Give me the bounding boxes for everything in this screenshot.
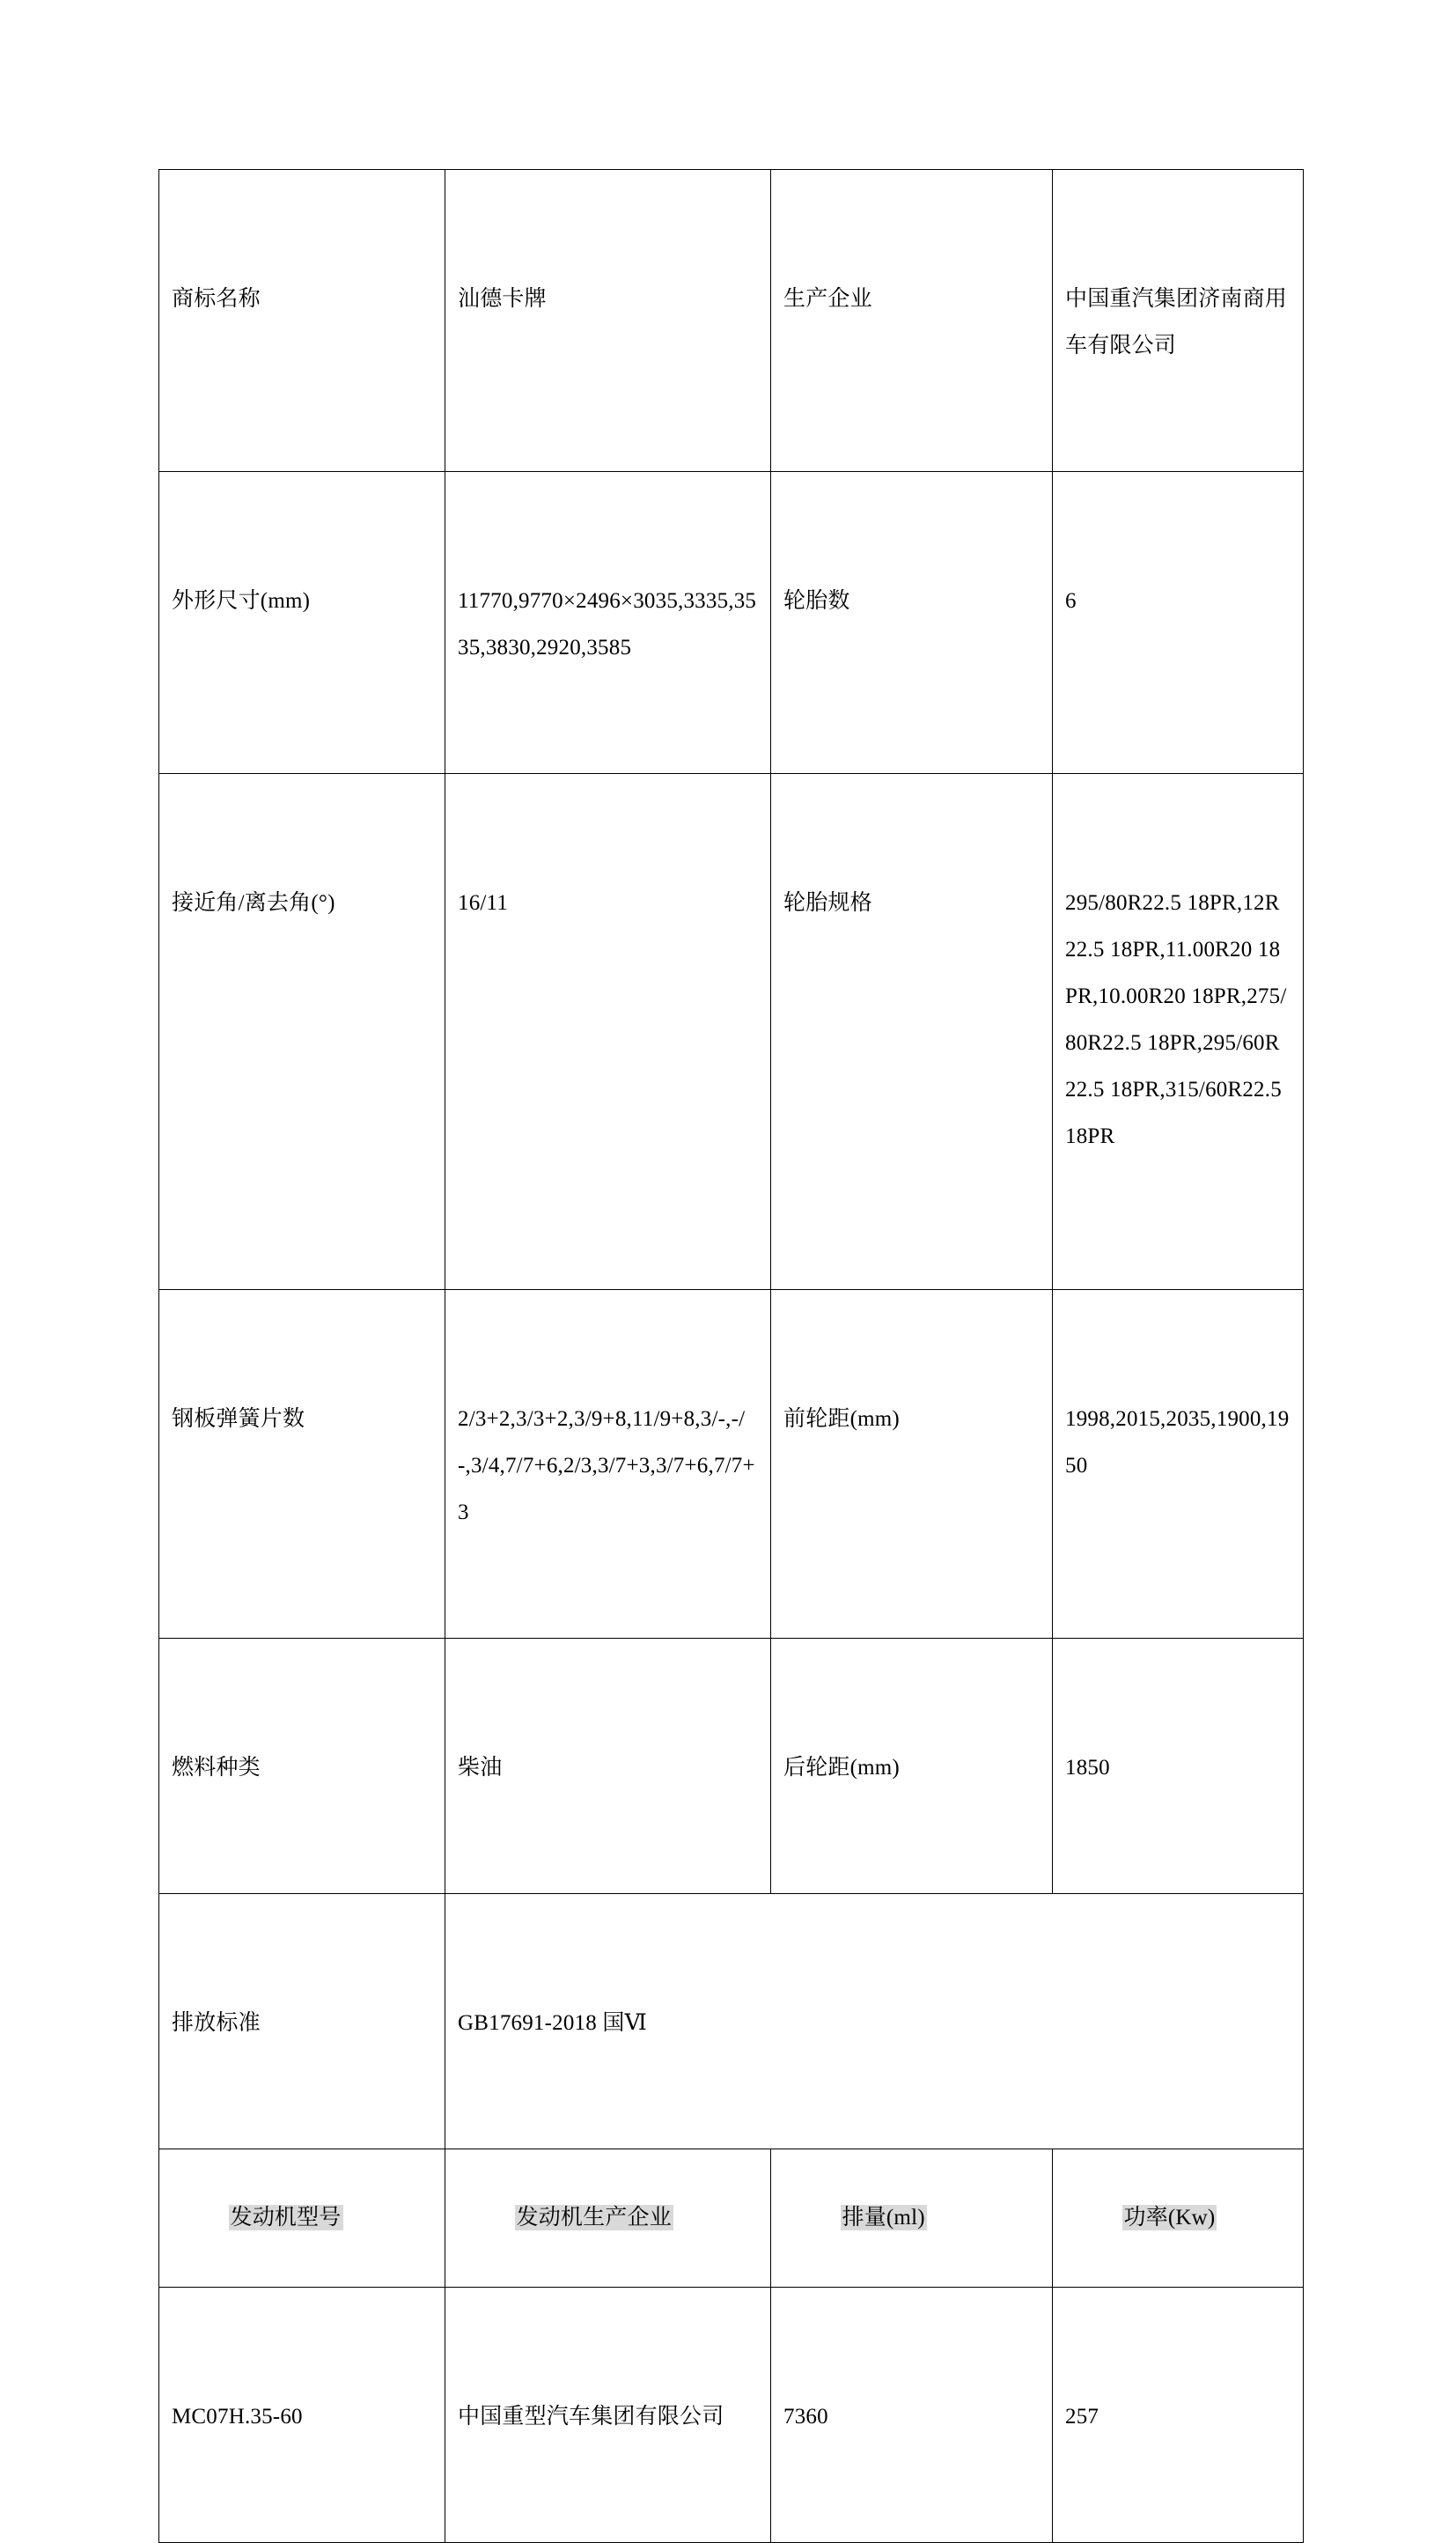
tire-count-value-text: 6 [1065,589,1077,613]
table-row-engine-header [159,2149,1304,2288]
cell-brand-label [159,170,445,472]
cell-fuel-type-label [159,1639,445,1894]
cell-front-track-label [771,1290,1053,1639]
vehicle-specification-table [158,169,1304,2543]
tire-spec-value-text: 295/80R22.5 18PR,12R22.5 18PR,11.00R20 18PR,10.00R20 18PR,275/80R22.5 18PR,295/60R22.5 18PR,315/60R22.5 18PR [1065,891,1288,1148]
power-header-text: 功率(Kw) [1123,2206,1216,2230]
cell-power-value [1053,2288,1304,2543]
cell-dimensions-label [159,472,445,774]
cell-tire-spec-label [771,774,1053,1290]
brand-value-text: 汕德卡牌 [458,287,547,311]
table-row-engine-values [159,2288,1304,2543]
engine-maker-value-text: 中国重型汽车集团有限公司 [458,2405,724,2429]
table-row-dimensions [159,472,1304,774]
dimensions-label-text: 外形尺寸(mm) [172,589,311,613]
table-row-leaf-spring [159,1290,1304,1639]
cell-manufacturer-value [1053,170,1304,472]
engine-maker-header-text: 发动机生产企业 [516,2206,672,2230]
brand-label-text: 商标名称 [172,287,261,311]
cell-engine-model-header [159,2149,445,2288]
rear-track-label-text: 后轮距(mm) [783,1756,900,1780]
engine-model-value-text: MC07H.35-60 [172,2405,303,2429]
cell-rear-track-label [771,1639,1053,1894]
table-row-fuel-type [159,1639,1304,1894]
cell-displacement-header [771,2149,1053,2288]
cell-tire-spec-value [1053,774,1304,1290]
table-row-approach-angle [159,774,1304,1290]
power-value-text: 257 [1065,2405,1099,2429]
rear-track-value-text: 1850 [1065,1756,1110,1780]
cell-tire-count-label [771,472,1053,774]
cell-fuel-type-value [445,1639,771,1894]
manufacturer-value-text: 中国重汽集团济南商用车有限公司 [1065,287,1288,357]
fuel-type-label-text: 燃料种类 [172,1756,261,1780]
cell-approach-angle-label [159,774,445,1290]
engine-model-header-text: 发动机型号 [230,2206,342,2230]
dimensions-value-text: 11770,9770×2496×3035,3335,3535,3830,2920,3585 [458,589,757,660]
table-row-brand [159,170,1304,472]
cell-brand-value [445,170,771,472]
cell-engine-maker-value [445,2288,771,2543]
cell-emission-label [159,1894,445,2149]
cell-displacement-value [771,2288,1053,2543]
cell-manufacturer-label [771,170,1053,472]
cell-engine-maker-header [445,2149,771,2288]
table-row-emission-standard [159,1894,1304,2149]
emission-label-text: 排放标准 [172,2011,261,2035]
cell-tire-count-value [1053,472,1304,774]
tire-count-label-text: 轮胎数 [783,589,850,613]
cell-leaf-spring-label [159,1290,445,1639]
cell-emission-value [445,1894,1304,2149]
cell-approach-angle-value [445,774,771,1290]
cell-leaf-spring-value [445,1290,771,1639]
front-track-label-text: 前轮距(mm) [783,1407,900,1431]
leaf-spring-value-text: 2/3+2,3/3+2,3/9+8,11/9+8,3/-,-/-,3/4,7/7+6,2/3,3/7+3,3/7+6,7/7+3 [458,1407,755,1524]
cell-front-track-value [1053,1290,1304,1639]
approach-angle-label-text: 接近角/离去角(°) [172,891,335,915]
fuel-type-value-text: 柴油 [458,1756,503,1780]
cell-engine-model-value [159,2288,445,2543]
cell-power-header [1053,2149,1304,2288]
approach-angle-value-text: 16/11 [458,891,509,915]
tire-spec-label-text: 轮胎规格 [783,891,872,915]
displacement-value-text: 7360 [783,2405,828,2429]
emission-value-text: GB17691-2018 国Ⅵ [458,2011,647,2035]
cell-rear-track-value [1053,1639,1304,1894]
cell-dimensions-value [445,472,771,774]
manufacturer-label-text: 生产企业 [783,287,872,311]
displacement-header-text: 排量(ml) [842,2206,925,2230]
leaf-spring-label-text: 钢板弹簧片数 [172,1407,305,1431]
front-track-value-text: 1998,2015,2035,1900,1950 [1065,1407,1290,1478]
